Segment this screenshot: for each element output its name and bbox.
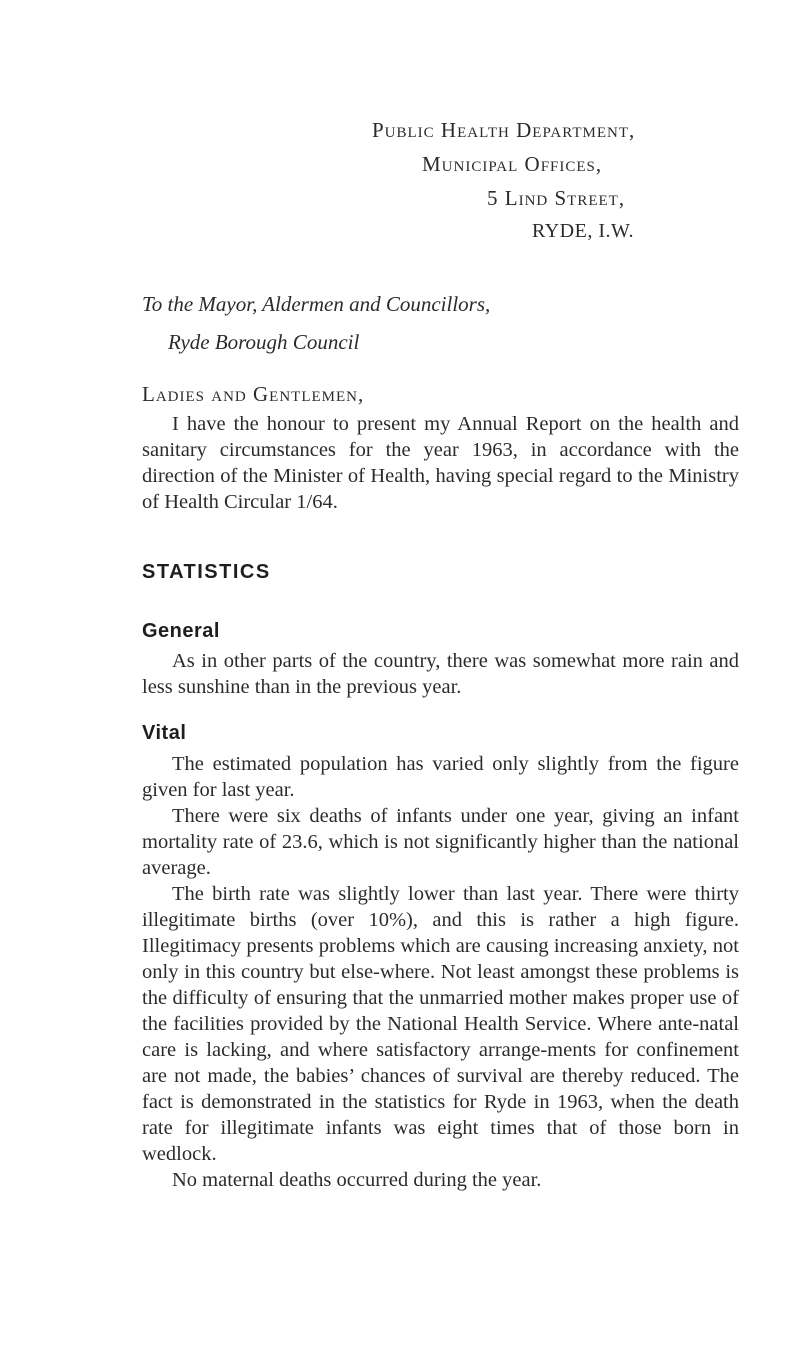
address-line-offices: Municipal Offices,	[422, 152, 603, 176]
addressee-line-2: Ryde Borough Council	[168, 330, 360, 354]
statistics-heading: STATISTICS	[142, 561, 271, 583]
addressee-line-1: To the Mayor, Aldermen and Councillors,	[142, 292, 491, 316]
general-text: As in other parts of the country, there was somewhat more rain and less sunshine than in the previous year.	[142, 650, 739, 698]
vital-paragraph-birth-rate: The birth rate was slightly lower than last year. There were thirty illegitimate births (over 10%), and this is rather a high figure. Illegitimacy presents problems which are causing increasing anxiety, not only in this country but else-where. Not least amongst these problems is the difficulty of ensuring that the unmarried mother makes proper use of the facilities provided by the National Health Service. Where ante-natal care is lacking, and where satisfactory arrange-ments for confinement are not made, the babies’ chances of survival are thereby reduced. The fact is demonstrated in the statistics for Ryde in 1963, when the death rate for illegitimate infants was eight times that of those born in wedlock.	[142, 883, 739, 1165]
address-line-street: 5 Lind Street,	[487, 186, 626, 210]
salutation: Ladies and Gentlemen,	[142, 382, 365, 406]
vital-heading: Vital	[142, 722, 187, 744]
vital-section	[142, 751, 739, 1193]
address-line-department: Public Health Department,	[372, 118, 636, 142]
vital-paragraph-population: The estimated population has varied only slightly from the figure given for last year.	[142, 753, 739, 801]
vital-paragraph-maternal-deaths: No maternal deaths occurred during the year.	[172, 1169, 542, 1191]
intro-text: I have the honour to present my Annual Report on the health and sanitary circumstances for the year 1963, in accordance with the direction of the Minister of Health, having special regard to the Ministry of Health Circular 1/64.	[142, 413, 739, 513]
general-paragraph	[142, 648, 739, 700]
intro-paragraph	[142, 411, 739, 515]
address-line-town: RYDE, I.W.	[532, 220, 635, 242]
general-heading: General	[142, 620, 220, 642]
vital-paragraph-infant-deaths: There were six deaths of infants under one year, giving an infant mortality rate of 23.6, which is not significantly higher than the national average.	[142, 805, 739, 879]
